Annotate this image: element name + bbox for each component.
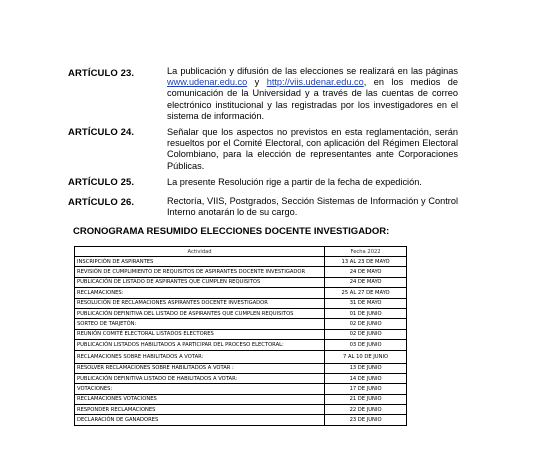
table-row bbox=[75, 394, 407, 404]
table-row bbox=[75, 288, 407, 298]
activity-cell: DECLARACIÓN DE GANADORES bbox=[75, 415, 325, 425]
date-cell: 24 DE MAYO bbox=[325, 277, 407, 287]
table-row bbox=[75, 373, 407, 383]
schedule-header-row bbox=[75, 247, 407, 257]
activity-cell: RECLAMACIONES SOBRE HABILITADOS A VOTAR: bbox=[75, 350, 325, 363]
date-cell: 22 DE JUNIO bbox=[325, 405, 407, 415]
activity-cell: SORTEO DE TARJETÓN: bbox=[75, 319, 325, 329]
table-row bbox=[75, 267, 407, 277]
article-25-label: ARTÍCULO 25. bbox=[68, 177, 135, 188]
date-cell: 14 DE JUNIO bbox=[325, 373, 407, 383]
table-row bbox=[75, 340, 407, 350]
article-26-text: Rectoría, VIIS, Postgrados, Sección Sistemas de Información y Control Interno anotarán lo de su cargo. bbox=[167, 196, 458, 218]
table-row bbox=[75, 308, 407, 318]
date-cell: 7 AL 10 DE JUNIO bbox=[325, 350, 407, 363]
table-row bbox=[75, 298, 407, 308]
date-cell: 23 DE JUNIO bbox=[325, 415, 407, 425]
date-cell: 21 DE JUNIO bbox=[325, 394, 407, 404]
activity-cell: RESOLUCIÓN DE RECLAMACIONES ASPIRANTES DOCENTE INVESTIGADOR bbox=[75, 298, 325, 308]
date-cell: 02 DE JUNIO bbox=[325, 319, 407, 329]
date-cell: 31 DE MAYO bbox=[325, 298, 407, 308]
activity-cell: RECLAMACIONES: bbox=[75, 288, 325, 298]
column-header-activity: Actividad bbox=[75, 247, 325, 257]
table-row bbox=[75, 350, 407, 363]
activity-cell: RECLAMACIONES VOTACIONES bbox=[75, 394, 325, 404]
activity-cell: RESPONDER RECLAMACIONES bbox=[75, 405, 325, 415]
article-23-text-rest: , en los medios de comunicación de la Universidad y a través de las cuentas de correo electrónico institucional y las registradas por los investigadores en el sistema de información. bbox=[167, 77, 458, 121]
article-23-text-intro: La publicación y difusión de las elecciones se realizará en las páginas bbox=[167, 66, 458, 76]
activity-cell: VOTACIONES: bbox=[75, 384, 325, 394]
article-24-label: ARTÍCULO 24. bbox=[68, 127, 135, 138]
activity-cell: REUNIÓN COMITÉ ELECTORAL LISTADOS ELECTORES bbox=[75, 329, 325, 339]
table-row bbox=[75, 405, 407, 415]
date-cell: 25 AL 27 DE MAYO bbox=[325, 288, 407, 298]
date-cell: 01 DE JUNIO bbox=[325, 308, 407, 318]
schedule-table bbox=[74, 246, 407, 426]
activity-cell: PUBLICACIÓN LISTADOS HABILITADOS A PARTICIPAR DEL PROCESO ELECTORAL: bbox=[75, 340, 325, 350]
activity-cell: PUBLICACIÓN DE LISTADO DE ASPIRANTES QUE CUMPLEN REQUISITOS bbox=[75, 277, 325, 287]
date-cell: 17 DE JUNIO bbox=[325, 384, 407, 394]
table-row bbox=[75, 329, 407, 339]
table-row bbox=[75, 384, 407, 394]
schedule-title: CRONOGRAMA RESUMIDO ELECCIONES DOCENTE INVESTIGADOR: bbox=[73, 226, 390, 237]
date-cell: 24 DE MAYO bbox=[325, 267, 407, 277]
date-cell: 03 DE JUNIO bbox=[325, 340, 407, 350]
table-row bbox=[75, 415, 407, 425]
activity-cell: PUBLICACIÓN DEFINITIVA LISTADO DE HABILITADOS A VOTAR: bbox=[75, 373, 325, 383]
udenar-link[interactable]: www.udenar.edu.co bbox=[167, 77, 248, 88]
date-cell: 13 AL 23 DE MAYO bbox=[325, 257, 407, 267]
table-row bbox=[75, 257, 407, 267]
article-26-label: ARTÍCULO 26. bbox=[68, 197, 135, 208]
column-header-date: Fecha 2022 bbox=[325, 247, 407, 257]
article-23-label: ARTÍCULO 23. bbox=[68, 68, 135, 79]
table-row bbox=[75, 277, 407, 287]
article-23-conjunction: y bbox=[247, 77, 267, 88]
table-row bbox=[75, 319, 407, 329]
date-cell: 02 DE JUNIO bbox=[325, 329, 407, 339]
activity-cell: INSCRIPCIÓN DE ASPIRANTES bbox=[75, 257, 325, 267]
date-cell: 13 DE JUNIO bbox=[325, 363, 407, 373]
article-23-text bbox=[167, 66, 458, 122]
activity-cell: RESOLVER RECLAMACIONES SOBRE HABILITADOS A VOTAR : bbox=[75, 363, 325, 373]
article-25-text: La presente Resolución rige a partir de la fecha de expedición. bbox=[167, 177, 422, 187]
article-24-text: Señalar que los aspectos no previstos en esta reglamentación, serán resueltos por el Comité Electoral, con aplicación del Régimen Electoral Colombiano, para la elección de representantes ante Corporaciones Públicas. bbox=[167, 127, 458, 171]
schedule-body bbox=[75, 257, 407, 426]
activity-cell: REVISIÓN DE CUMPLIMIENTO DE REQUISITOS DE ASPIRANTES DOCENTE INVESTIGADOR bbox=[75, 267, 325, 277]
viis-link[interactable]: http://viis.udenar.edu.co bbox=[266, 77, 364, 88]
table-row bbox=[75, 363, 407, 373]
activity-cell: PUBLICACIÓN DEFINITIVA DEL LISTADO DE ASPIRANTES QUE CUMPLEN REQUISITOS bbox=[75, 308, 325, 318]
